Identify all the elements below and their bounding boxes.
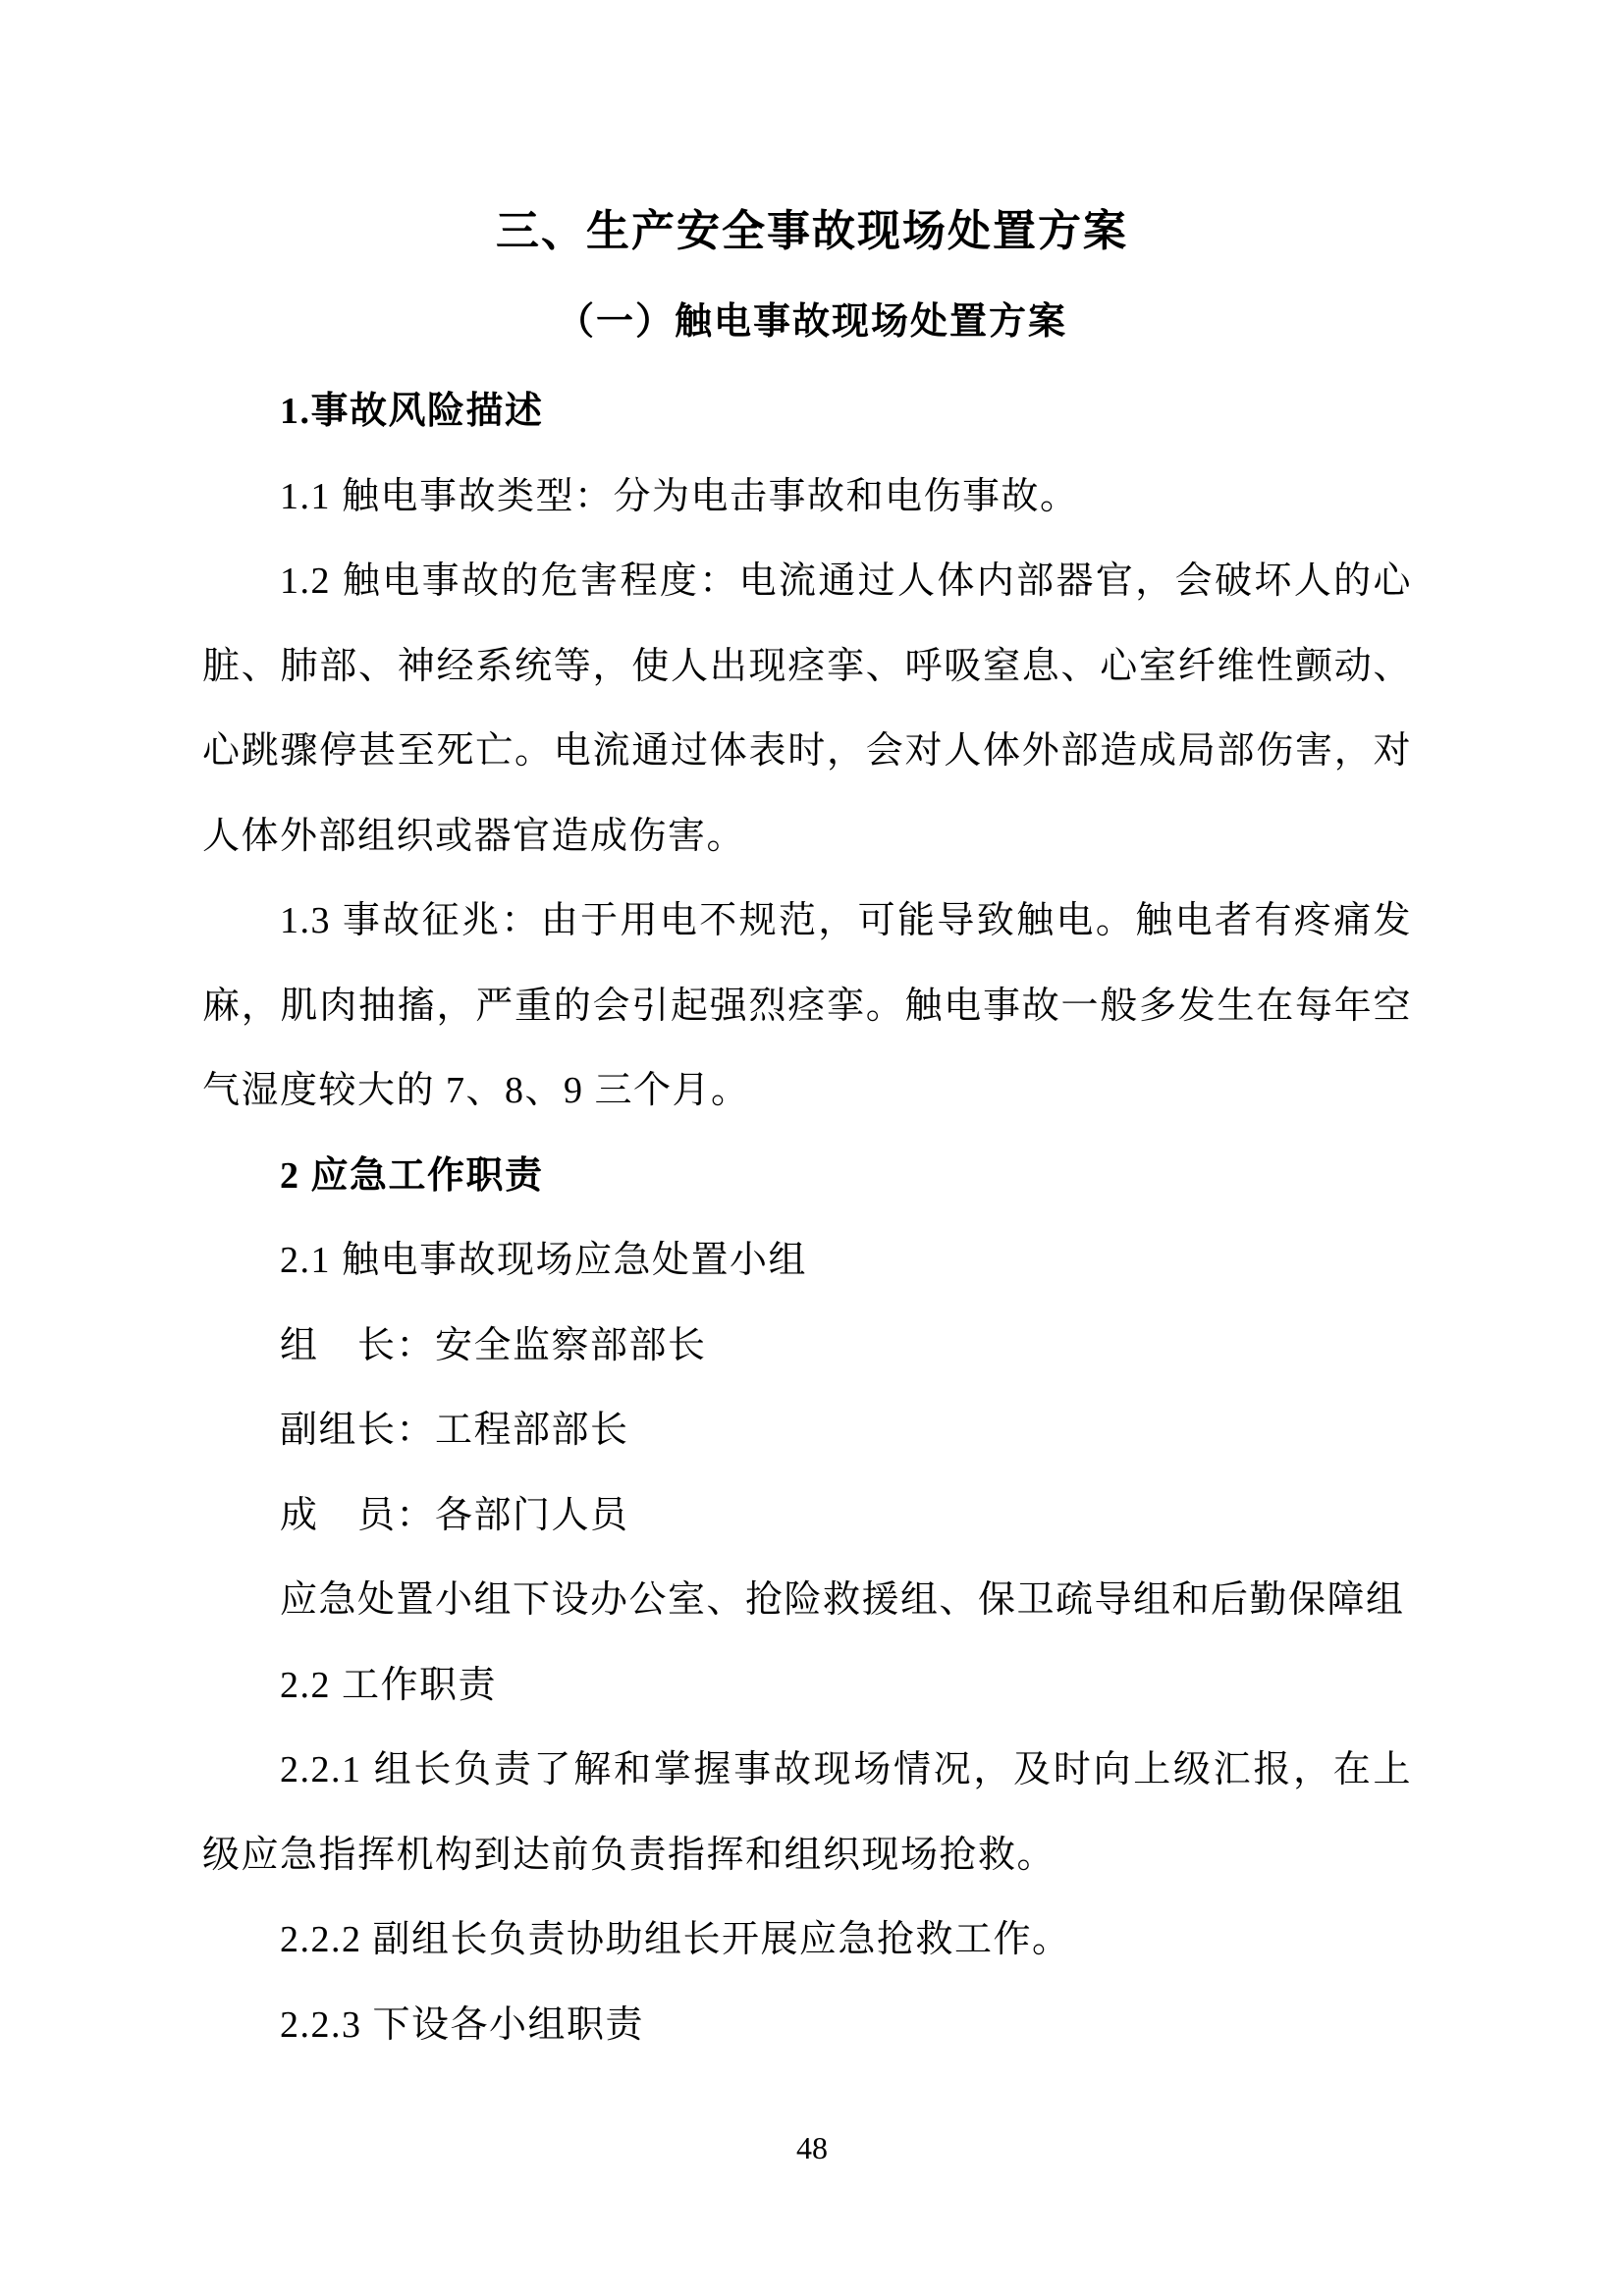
document-title: 三、生产安全事故现场处置方案 [496, 207, 1128, 255]
document-subtitle: （一）触电事故现场处置方案 [556, 301, 1067, 343]
paragraph: 成 员：各部门人员 [280, 1494, 629, 1536]
paragraph: 2.2.1 组长负责了解和掌握事故现场情况，及时向上级汇报，在上级应急指挥机构到达前负责指挥和组织现场抢救。 [202, 1749, 1412, 1876]
paragraph: 应急处置小组下设办公室、抢险救援组、保卫疏导组和后勤保障组 [280, 1579, 1405, 1621]
section-heading: 1.事故风险描述 [280, 391, 544, 432]
page-footer [0, 2128, 1624, 2167]
paragraph: 2.1 触电事故现场应急处置小组 [280, 1240, 808, 1281]
paragraph: 副组长：工程部部长 [280, 1410, 629, 1451]
page-number: 48 [796, 2130, 828, 2165]
paragraph: 1.1 触电事故类型：分为电击事故和电伤事故。 [280, 475, 1079, 517]
paragraph: 1.2 触电事故的危害程度：电流通过人体内部器官，会破坏人的心脏、肺部、神经系统等，使人出现痉挛、呼吸窒息、心室纤维性颤动、心跳骤停甚至死亡。电流通过体表时，会对人体外部造成局部伤害，对人体外部组织或器官造成伤害。 [202, 561, 1412, 857]
paragraph: 组 长：安全监察部部长 [280, 1324, 707, 1366]
document-body [202, 369, 1412, 2067]
paragraph: 2.2.2 副组长负责协助组长开展应急抢救工作。 [280, 1919, 1071, 1960]
paragraph: 1.3 事故征兆：由于用电不规范，可能导致触电。触电者有疼痛发麻，肌肉抽搐，严重的会引起强烈痉挛。触电事故一般多发生在每年空气湿度较大的 7、8、9 三个月。 [202, 900, 1412, 1111]
paragraph: 2.2 工作职责 [280, 1664, 498, 1706]
paragraph: 2.2.3 下设各小组职责 [280, 2003, 645, 2046]
section-heading: 2 应急工作职责 [280, 1154, 544, 1197]
